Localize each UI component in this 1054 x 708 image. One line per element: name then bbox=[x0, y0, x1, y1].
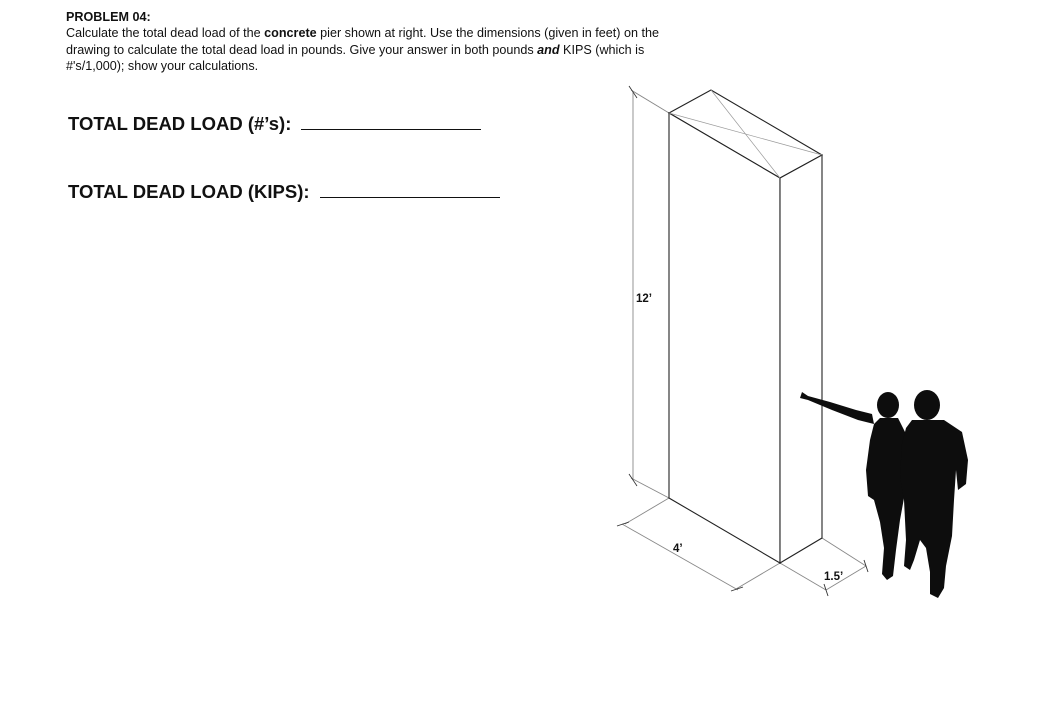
people-silhouette-icon bbox=[800, 390, 968, 598]
problem-text-part1: Calculate the total dead load of the bbox=[66, 26, 265, 41]
answer-kips-label: TOTAL DEAD LOAD (KIPS): bbox=[68, 181, 310, 202]
pier-side-face bbox=[780, 155, 822, 563]
pier-front-face bbox=[669, 113, 780, 563]
concrete-pier bbox=[669, 90, 822, 563]
depth-label: 1.5’ bbox=[824, 571, 844, 583]
problem-text-part3: KIPS (which is #'s/1,000); show your calculations. bbox=[66, 42, 645, 74]
problem-title: PROBLEM 04: bbox=[66, 10, 151, 24]
width-label: 4’ bbox=[673, 543, 683, 555]
problem-text-part2: pier shown at right. Use the dimensions (given in feet) on the drawing to calculate the total dead load in pounds. Give your answer in both pounds bbox=[66, 26, 659, 57]
height-label: 12’ bbox=[636, 293, 652, 305]
problem-text-and: and bbox=[537, 42, 560, 57]
height-dimension bbox=[629, 86, 669, 498]
problem-text-concrete: concrete bbox=[264, 26, 317, 41]
answer-pounds-label: TOTAL DEAD LOAD (#’s): bbox=[68, 113, 292, 134]
